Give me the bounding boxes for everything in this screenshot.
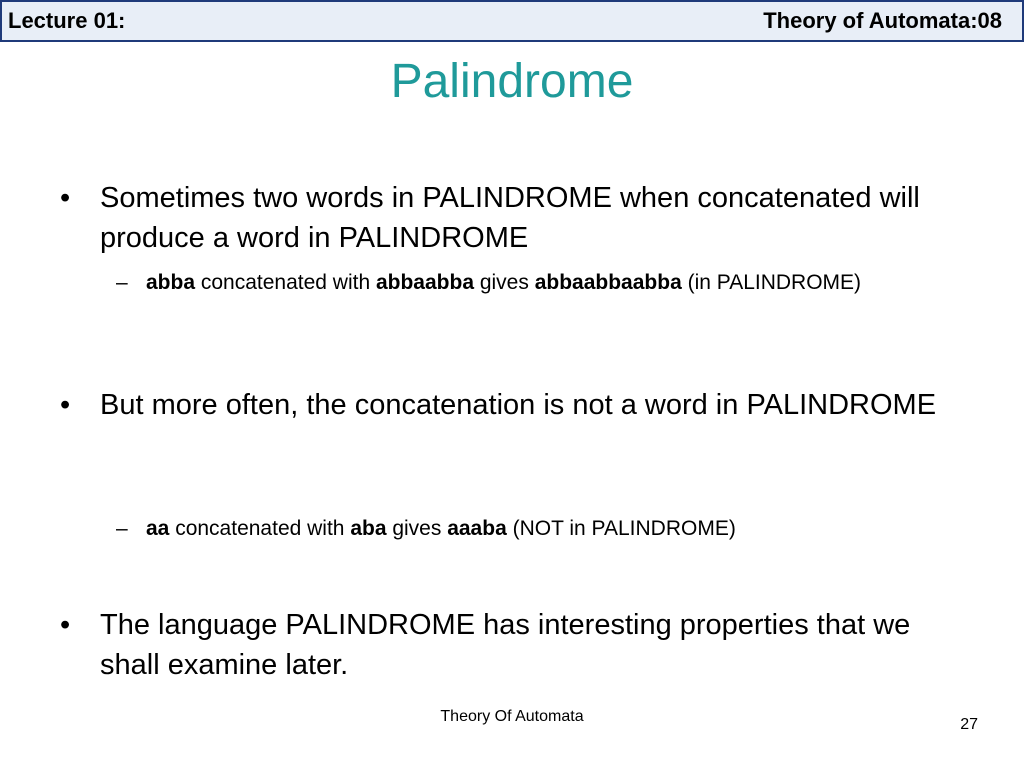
course-label: Theory of Automata:08 [763, 8, 1002, 33]
bullet-marker: • [60, 182, 71, 214]
text-3: (in PALINDROME) [681, 271, 862, 294]
sub-bullet-item [116, 268, 936, 298]
bullet-text: But more often, the concatenation is not a word in PALINDROME [100, 389, 937, 421]
footer-course-name: Theory Of Automata [440, 708, 584, 725]
text-2: gives [474, 271, 535, 294]
sub-bullet-item [116, 514, 936, 544]
sub-bullet-marker: – [116, 517, 128, 540]
lecture-label: Lecture 01: [8, 8, 126, 33]
slide-title: Palindrome [390, 55, 634, 108]
text-1: concatenated with [195, 271, 376, 294]
bullet-item [60, 385, 960, 425]
word-2: aba [350, 517, 387, 540]
sub-bullet-text [146, 268, 936, 298]
header-bar [0, 0, 1024, 42]
text-1: concatenated with [169, 517, 351, 540]
sub-bullet-text [146, 514, 936, 544]
bullet-marker: • [60, 609, 71, 641]
text-2: gives [386, 517, 448, 540]
word-2: abbaabba [375, 271, 474, 294]
word-3: abbaabbaabba [534, 271, 682, 294]
text-3: (NOT in PALINDROME) [506, 517, 736, 540]
word-1: abba [146, 271, 196, 294]
word-1: aa [146, 517, 170, 540]
bullet-marker: • [60, 389, 71, 421]
word-3: aaaba [447, 517, 507, 540]
page-number: 27 [960, 716, 978, 733]
bullet-item [60, 178, 960, 258]
bullet-text: Sometimes two words in PALINDROME when concatenated will produce a word in PALINDROME [100, 182, 920, 254]
sub-bullet-marker: – [116, 271, 128, 294]
bullet-item [60, 605, 960, 685]
bullet-text: The language PALINDROME has interesting properties that we shall examine later. [100, 609, 911, 681]
